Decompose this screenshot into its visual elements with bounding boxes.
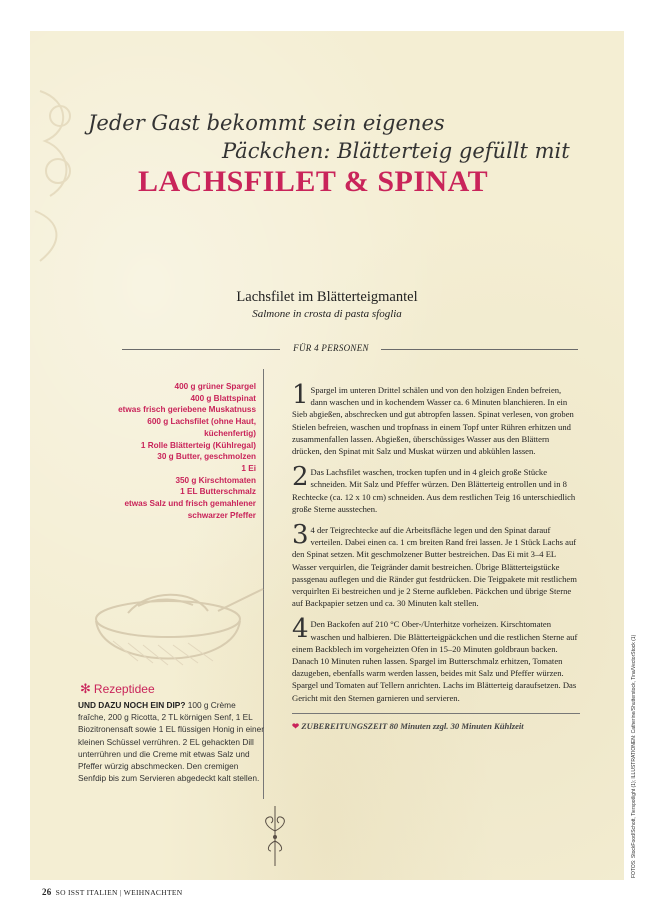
divider-right <box>381 349 578 350</box>
portions-label: FÜR 4 PERSONEN <box>293 343 369 353</box>
ingredient-item: 1 Rolle Blätterteig (Kühlregal) <box>140 440 256 450</box>
ingredient-item: 400 g grüner Spargel <box>174 382 256 391</box>
step-number: 3 <box>292 520 309 551</box>
tip-body <box>78 699 264 784</box>
heart-icon: ❤ <box>292 720 300 731</box>
tip-heading-text: Rezeptidee <box>93 682 155 696</box>
floral-ornament-icon <box>30 71 100 271</box>
step-number: 1 <box>292 380 309 410</box>
ingredient-item: schwarzer Pfeffer <box>187 510 256 520</box>
tip-lead: UND DAZU NOCH EIN DIP? <box>78 700 186 710</box>
ingredient-list <box>110 381 256 521</box>
ingredient-item: 350 g Kirschtomaten <box>175 475 256 485</box>
dip-bowl-illustration-icon <box>78 571 268 691</box>
step-number: 4 <box>292 614 309 645</box>
ingredient-item: küchenfertig) <box>204 428 256 438</box>
page-number: 26 <box>42 887 52 897</box>
step-text: 4 der Teigrechtecke auf die Arbeitsfläche legen und den Spinat darauf verteilen. Dabei einen ca. 1 cm breiten Rand frei lassen. Je 1 Stück Lachs auf den Spinat setzen. Mit geschmolzener Butter bestreichen. Das Ei mit 3–4 EL Wasser verquirlen, die Teigränder damit bestreichen. Übrige Blätterteigstücke passgenau auflegen und die Ränder gut festdrücken. Die Teigpakete mit restlichem verquirlten Ei bestreichen und je 2 Sterne aufkleben. Päckchen und übrige Sterne auf Backpapier setzen und ca. 30 Minuten kalt stellen. <box>292 525 577 609</box>
prep-time-text: ZUBEREITUNGSZEIT 80 Minuten zzgl. 30 Minuten Kühlzeit <box>301 720 524 731</box>
ingredient-item: 600 g Lachsfilet (ohne Haut, <box>147 417 256 427</box>
ingredient-item: 1 Ei <box>241 463 256 473</box>
step-text: Den Backofen auf 210 °C Ober-/Unterhitze vorheizen. Kirschtomaten waschen und halbieren. Die Blätterteigpäckchen und die restlichen Sterne auf einem Backblech im vorgeheizten Ofen in 15–20 Minuten goldbraun backen. Danach 10 Minuten ruhen lassen. Spargel im Butterschmalz erhitzen, Tomaten dazugeben, ebenfalls warm werden lassen, beides mit Salz und Pfeffer würzen. Spargel und Tomaten auf Tellern anrichten. Lachs im Blätterteig daraufsetzen. Das Gericht mit den Sternen garnieren und servieren. <box>292 619 578 703</box>
step-text: Spargel im unteren Drittel schälen und von den holzigen Enden befreien, dann waschen und in kochendem Wasser ca. 6 Minuten blanchieren. In ein Sieb abgießen, abschrecken und gut abtropfen lassen. Spinat verlesen, von groben Stielen befreien, waschen und tropfnass in einem Topf unter Rühren erhitzen und zusammenfallen lassen. Abgießen, überschüssiges Wasser aus den Blättern drücken, den Spinat mit Salz und Muskat würzen und abkühlen lassen. <box>292 385 574 457</box>
footer-text: SO ISST ITALIEN | WEIHNACHTEN <box>55 888 183 897</box>
photo-credit <box>631 620 641 880</box>
step-2 <box>292 462 580 515</box>
magazine-page <box>30 31 624 897</box>
recipe-name: Lachsfilet im Blätterteigmantel <box>236 289 418 305</box>
photo-credit-text: FOTOS: StockFood/Schott, Tierspotlight (1); ILLUSTRATIONEN: Catherine/Shutterstock, Tina/VectorStock (1) <box>631 634 637 878</box>
ingredient-item: etwas Salz und frisch gemahlener <box>124 499 256 509</box>
ingredient-item: etwas frisch geriebene Muskatnuss <box>118 405 256 415</box>
prep-time <box>292 720 580 732</box>
tip-heading <box>80 681 155 697</box>
page-title: LACHSFILET & SPINAT <box>138 165 489 198</box>
prep-divider <box>292 713 580 714</box>
flourish-ornament-icon <box>255 801 295 871</box>
ingredient-item: 30 g Butter, geschmolzen <box>157 452 256 462</box>
step-text: Das Lachsfilet waschen, trocken tupfen und in 4 gleich große Stücke schneiden. Mit Salz und Pfeffer würzen. Den Blätterteig entrollen und in 8 Rechtecke (ca. 12 x 10 cm) schneiden. Aus dem restlichen Teig 16 unterschiedlich große Sterne ausstechen. <box>292 467 576 514</box>
instruction-steps <box>292 380 580 732</box>
step-number: 2 <box>292 462 309 493</box>
ingredient-item: 400 g Blattspinat <box>190 393 256 403</box>
intro-line-1: Jeder Gast bekommt sein eigenes <box>88 111 445 135</box>
step-4 <box>292 614 580 703</box>
ingredient-item: 1 EL Butterschmalz <box>180 487 256 497</box>
intro-line-2: Päckchen: Blätterteig gefüllt mit <box>222 139 570 163</box>
page-footer <box>42 887 182 897</box>
divider-left <box>122 349 280 350</box>
step-1 <box>292 380 580 457</box>
tip-text: 100 g Crème fraîche, 200 g Ricotta, 2 TL körnigen Senf, 1 EL Biozitronensaft sowie 1 EL flüssigen Honig in einer kleinen Schüssel verrühren. 2 EL gehackten Dill unterrühren und die Creme mit etwas Salz und Pfeffer würzig abschmecken. Den cremigen Senfdip bis zum Servieren abgedeckt kalt stellen. <box>78 700 265 784</box>
flower-icon: ✻ <box>80 681 91 696</box>
step-3 <box>292 520 580 609</box>
recipe-subtitle: Salmone in crosta di pasta sfoglia <box>252 308 402 320</box>
